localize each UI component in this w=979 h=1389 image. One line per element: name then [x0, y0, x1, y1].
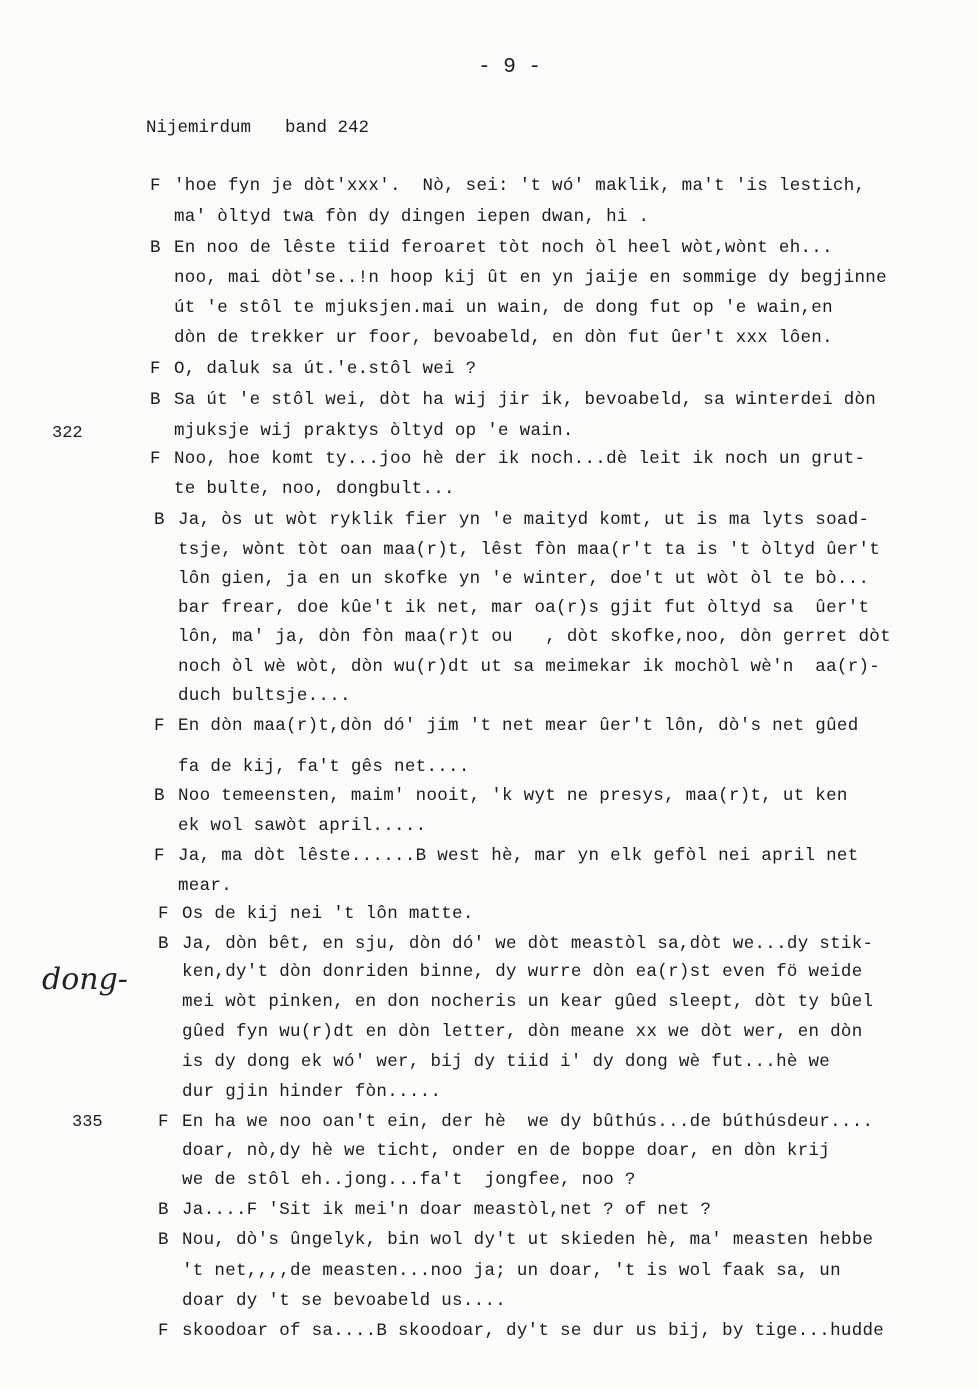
transcript-line: Ja, ma dòt lêste......B west hè, mar yn elk gefòl nei april net: [178, 846, 859, 866]
transcript-line: fa de kij, fa't gês net....: [178, 757, 470, 777]
margin-line-number: 322: [52, 424, 83, 443]
transcript-line: Sa út 'e stôl wei, dòt ha wij jir ik, bevoabeld, sa winterdei dòn: [174, 390, 877, 410]
transcript-line: dòn de trekker ur foor, bevoabeld, en dòn fut ûer't xxx lôen.: [174, 328, 833, 348]
transcript-line: Ja, dòn bêt, en sju, dòn dó' we dòt meastòl sa,dòt we...dy stik-: [182, 934, 874, 954]
transcript-line: 't net,,,,de measten...noo ja; un doar, 't is wol faak sa, un: [182, 1261, 841, 1281]
transcript-line: noo, mai dòt'se..!n hoop kij ût en yn jaije en sommige dy begjinne: [174, 268, 887, 288]
transcript-line: te bulte, noo, dongbult...: [174, 479, 455, 499]
transcript-line: dur gjin hinder fòn.....: [182, 1082, 442, 1102]
transcript-line: En dòn maa(r)t,dòn dó' jim 't net mear ûer't lôn, dò's net gûed: [178, 716, 859, 736]
transcript-line: Noo, hoe komt ty...joo hè der ik noch...dè leit ik noch un grut-: [174, 449, 866, 469]
speaker-label: F: [154, 716, 165, 736]
transcript-line: Nou, dò's ûngelyk, bin wol dy't ut skieden hè, ma' measten hebbe: [182, 1230, 874, 1250]
transcript-line: noch òl wè wòt, dòn wu(r)dt ut sa meimekar ik mochòl wè'n aa(r)-: [178, 657, 881, 677]
transcript-line: út 'e stôl te mjuksjen.mai un wain, de dong fut op 'e wain,en: [174, 298, 833, 318]
transcript-line: tsje, wònt tòt oan maa(r)t, lêst fòn maa(r't ta is 't òltyd ûer't: [178, 540, 881, 560]
speaker-label: F: [158, 904, 169, 924]
transcript-line: ma' òltyd twa fòn dy dingen iepen dwan, hi .: [174, 207, 650, 227]
speaker-label: F: [158, 1321, 169, 1341]
speaker-label: B: [150, 390, 161, 410]
transcript-line: ken,dy't dòn donriden binne, dy wurre dòn ea(r)st even fö weide: [182, 962, 863, 982]
transcript-line: 'hoe fyn je dòt'xxx'. Nò, sei: 't wó' maklik, ma't 'is lestich,: [174, 176, 866, 196]
transcript-line: En noo de lêste tiid feroaret tòt noch òl heel wòt,wònt eh...: [174, 238, 833, 258]
speaker-label: B: [154, 510, 165, 530]
header-band: band 242: [285, 118, 370, 138]
speaker-label: B: [158, 934, 169, 954]
transcript-line: gûed fyn wu(r)dt en dòn letter, dòn meane xx we dòt wer, en dòn: [182, 1022, 863, 1042]
speaker-label: B: [158, 1200, 169, 1220]
speaker-label: F: [150, 449, 161, 469]
transcript-line: En ha we noo oan't ein, der hè we dy bûthús...de búthúsdeur....: [182, 1112, 874, 1132]
transcript-line: we de stôl eh..jong...fa't jongfee, noo ?: [182, 1170, 636, 1190]
handwritten-margin-note: dong-: [42, 962, 128, 997]
transcript-line: bar frear, doe kûe't ik net, mar oa(r)s gjit fut òltyd sa ûer't: [178, 598, 870, 618]
header-place: Nijemirdum: [146, 118, 252, 138]
speaker-label: B: [150, 238, 161, 258]
transcript-line: Ja....F 'Sit ik mei'n doar meastòl,net ? of net ?: [182, 1200, 712, 1220]
transcript-line: duch bultsje....: [178, 686, 351, 706]
speaker-label: F: [154, 846, 165, 866]
transcript-line: mei wòt pinken, en don nocheris un kear gûed sleept, dòt ty bûel: [182, 992, 874, 1012]
speaker-label: F: [150, 359, 161, 379]
speaker-label: F: [150, 176, 161, 196]
document-header: [146, 118, 369, 138]
speaker-label: B: [154, 786, 165, 806]
transcript-line: O, daluk sa út.'e.stôl wei ?: [174, 359, 477, 379]
transcript-line: Noo temeensten, maim' nooit, 'k wyt ne presys, maa(r)t, ut ken: [178, 786, 848, 806]
transcript-line: mjuksje wij praktys òltyd op 'e wain.: [174, 421, 574, 441]
speaker-label: B: [158, 1230, 169, 1250]
transcript-line: Os de kij nei 't lôn matte.: [182, 904, 474, 924]
transcript-line: is dy dong ek wó' wer, bij dy tiid i' dy dong wè fut...hè we: [182, 1052, 831, 1072]
transcript-line: skoodoar of sa....B skoodoar, dy't se dur us bij, by tige...hudde: [182, 1321, 885, 1341]
page-number: - 9 -: [478, 56, 542, 79]
transcript-line: lôn, ma' ja, dòn fòn maa(r)t ou , dòt skofke,noo, dòn gerret dòt: [178, 627, 891, 647]
transcript-line: Ja, òs ut wòt ryklik fier yn 'e maityd komt, ut is ma lyts soad-: [178, 510, 870, 530]
transcript-line: mear.: [178, 876, 233, 896]
transcript-line: doar dy 't se bevoabeld us....: [182, 1291, 507, 1311]
transcript-line: ek wol sawòt april.....: [178, 816, 427, 836]
transcript-line: doar, nò,dy hè we ticht, onder en de boppe doar, en dòn krij: [182, 1141, 831, 1161]
speaker-label: F: [158, 1112, 169, 1132]
margin-line-number: 335: [72, 1113, 103, 1132]
transcript-line: lôn gien, ja en un skofke yn 'e winter, doe't ut wòt òl te bò...: [178, 569, 870, 589]
